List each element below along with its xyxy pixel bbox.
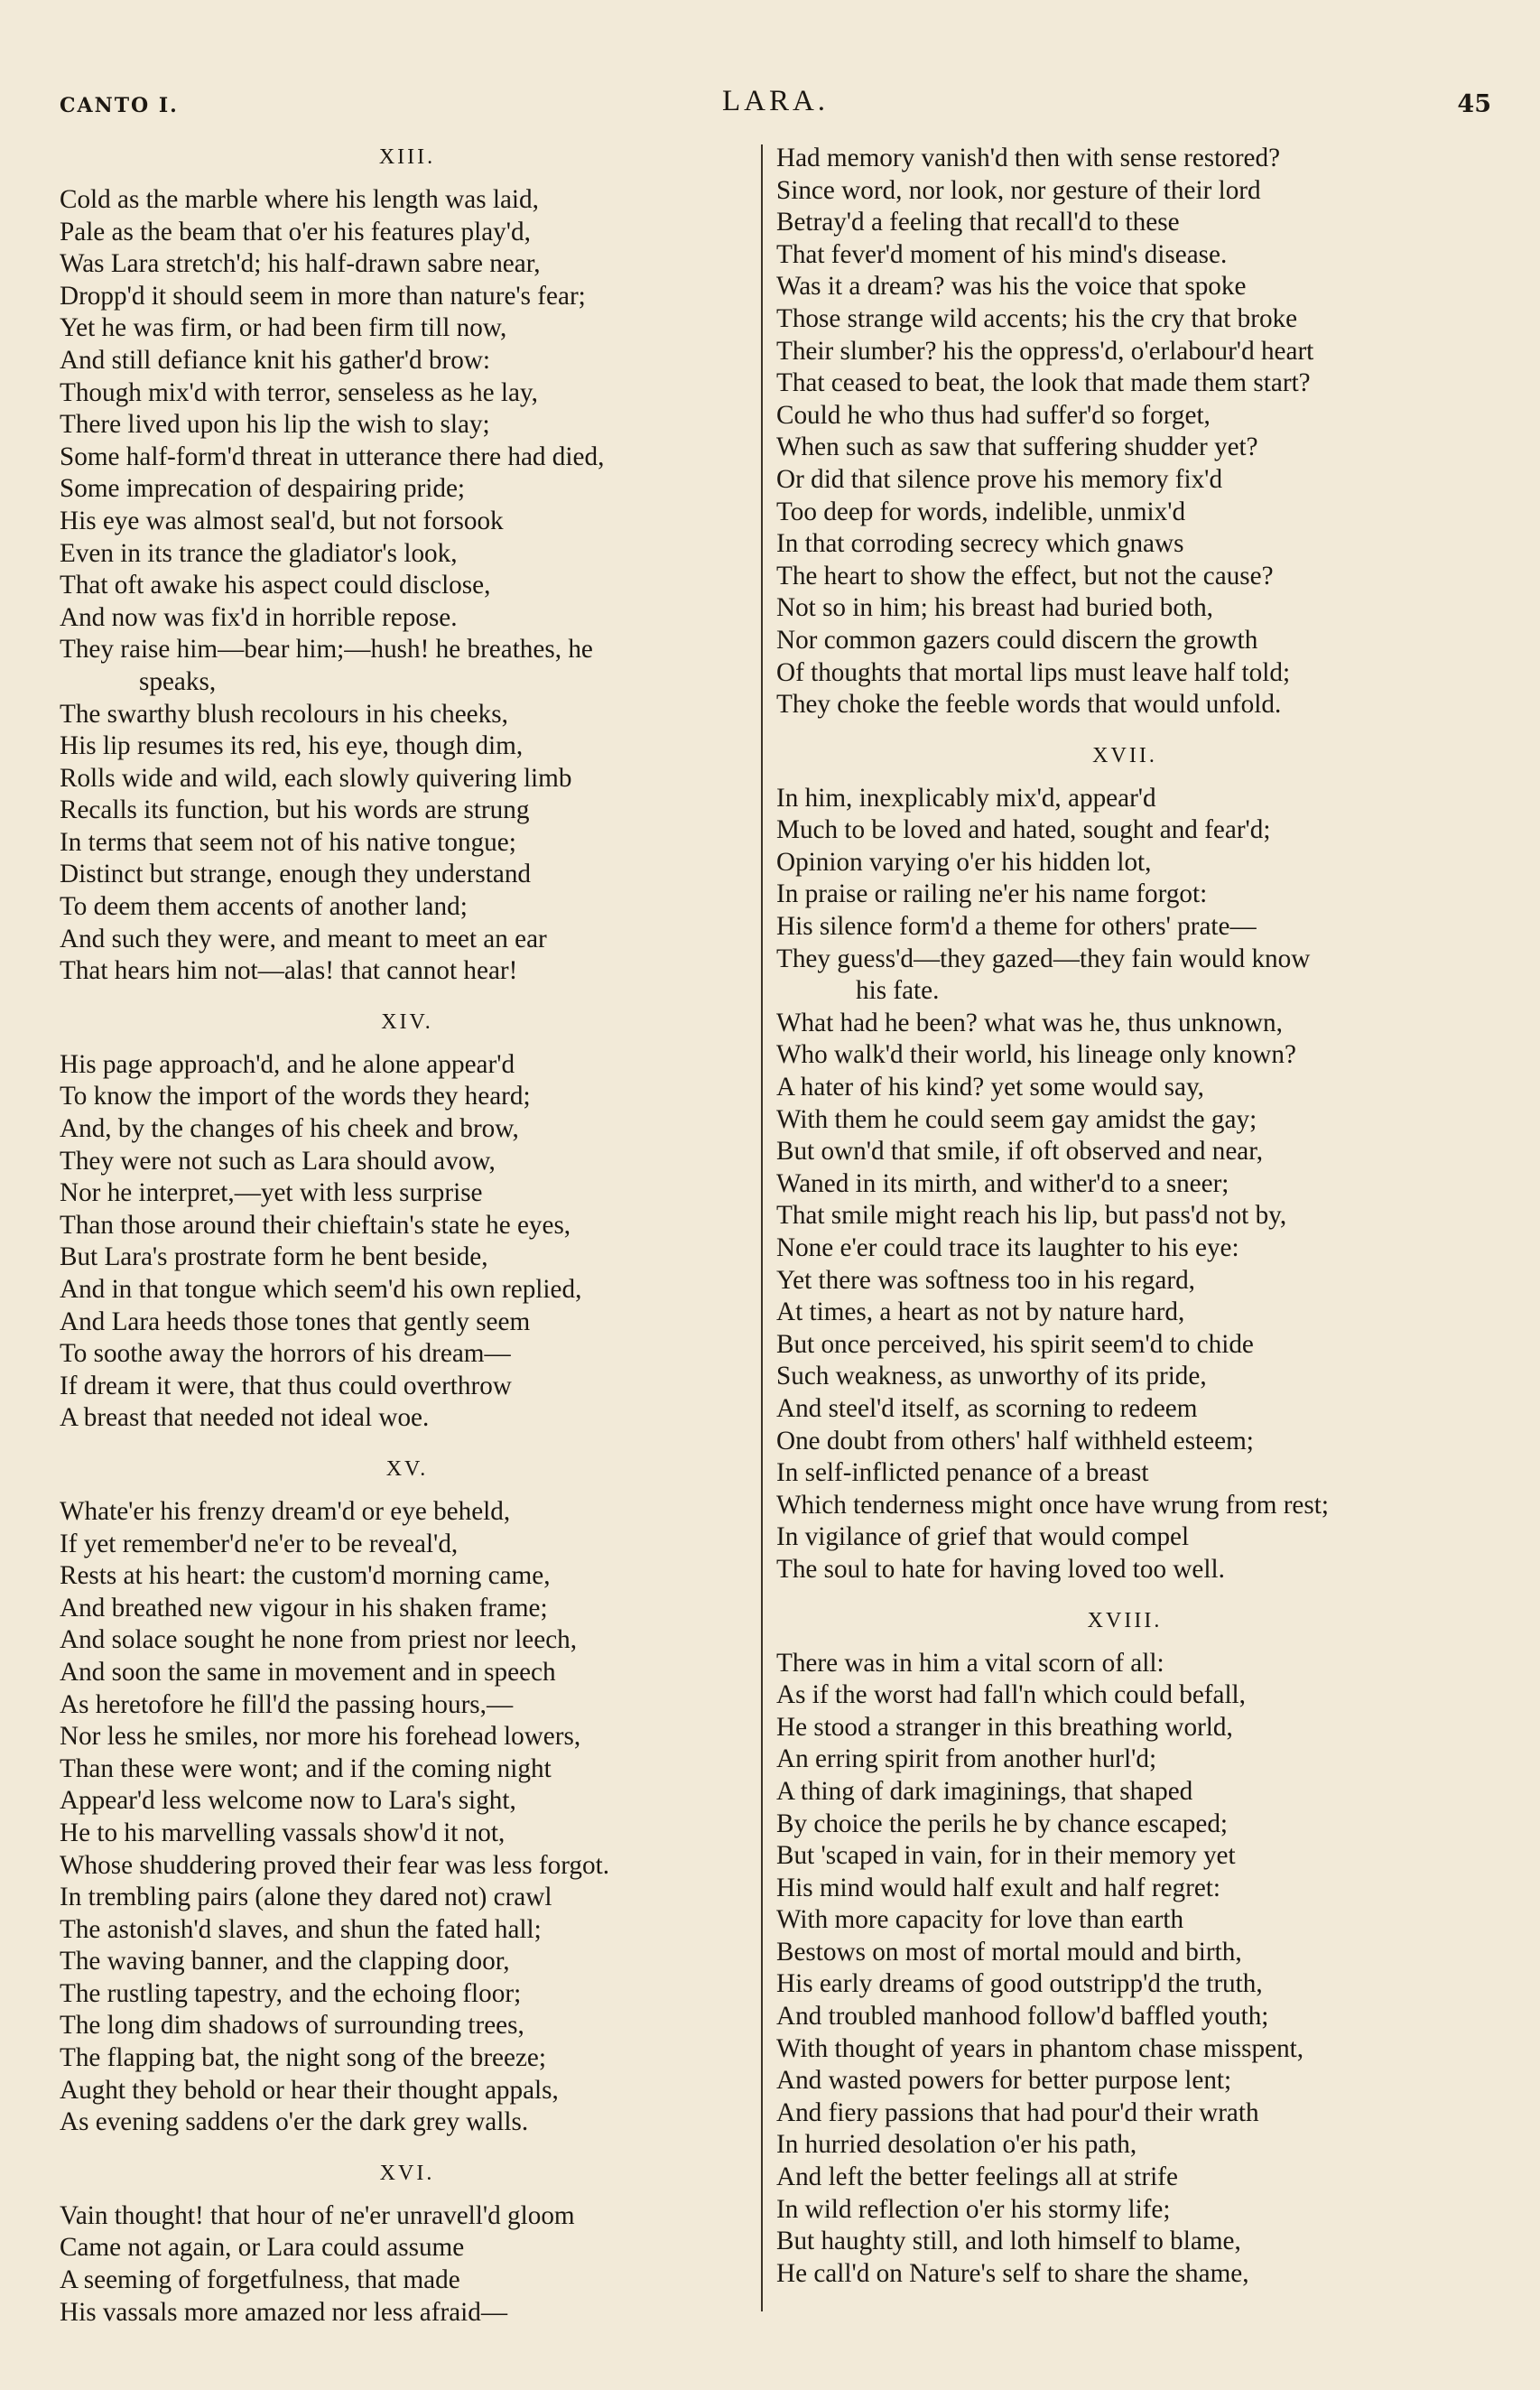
verse-line: And Lara heeds those tones that gently seem <box>60 1307 531 1336</box>
verse-line: That smile might reach his lip, but pass'd not by, <box>776 1201 1287 1231</box>
verse-line: The astonish'd slaves, and shun the fated hall; <box>60 1914 542 1944</box>
verse-line: Which tenderness might once have wrung from rest; <box>776 1490 1329 1520</box>
verse-line: In vigilance of grief that would compel <box>776 1522 1190 1552</box>
verse-line: The soul to hate for having loved too well. <box>776 1554 1225 1584</box>
section-number: XVIII. <box>1087 1608 1163 1632</box>
verse-line: His early dreams of good outstripp'd the truth, <box>776 1969 1263 1999</box>
verse-line: And soon the same in movement and in speech <box>60 1657 556 1687</box>
verse-line: His eye was almost seal'd, but not forsook <box>60 506 504 535</box>
verse-line: To deem them accents of another land; <box>60 892 468 922</box>
verse-line: Came not again, or Lara could assume <box>60 2233 465 2263</box>
verse-line: Nor he interpret,—yet with less surprise <box>60 1178 483 1208</box>
verse-line: Nor less he smiles, nor more his forehead lowers, <box>60 1722 581 1752</box>
verse-line: And wasted powers for better purpose lent; <box>776 2066 1232 2096</box>
verse-line: And fiery passions that had pour'd their wrath <box>776 2097 1259 2127</box>
verse-line: One doubt from others' half withheld esteem; <box>776 1426 1254 1455</box>
section-number: XVI. <box>379 2161 435 2185</box>
verse-line: Some half-form'd threat in utterance there had died, <box>60 442 605 471</box>
verse-line: Or did that silence prove his memory fix'd <box>776 464 1223 494</box>
verse-line: Such weakness, as unworthy of its pride, <box>776 1362 1207 1391</box>
verse-line: Opinion varying o'er his hidden lot, <box>776 847 1152 877</box>
canto-label: CANTO I. <box>60 94 179 117</box>
verse-line: In praise or railing ne'er his name forgot: <box>776 879 1208 909</box>
verse-line: In self-inflicted penance of a breast <box>776 1458 1149 1488</box>
verse-line: They were not such as Lara should avow, <box>60 1146 496 1176</box>
left-column <box>60 143 755 2329</box>
verse-line: In terms that seem not of his native tongue; <box>60 827 516 857</box>
verse-line: Even in its trance the gladiator's look, <box>60 538 458 568</box>
verse-line: His silence form'd a theme for others' prate— <box>776 912 1257 942</box>
verse-line: But haughty still, and loth himself to blame, <box>776 2227 1241 2256</box>
right-column <box>776 143 1473 2290</box>
verse-line: The rustling tapestry, and the echoing floor; <box>60 1978 522 2008</box>
section-number: XIV. <box>381 1009 433 1034</box>
verse-line: The swarthy blush recolours in his cheeks, <box>60 699 508 729</box>
verse-line: And in that tongue which seem'd his own replied, <box>60 1275 582 1304</box>
verse-line: With thought of years in phantom chase misspent, <box>776 2033 1304 2063</box>
verse-line: Yet there was softness too in his regard, <box>776 1265 1195 1295</box>
verse-line: What had he been? what was he, thus unknown, <box>776 1008 1283 1037</box>
verse-line: An erring spirit from another hurl'd; <box>776 1744 1157 1774</box>
verse-line: They raise him—bear him;—hush! he breathes, he <box>60 635 593 665</box>
verse-line: As heretofore he fill'd the passing hours,— <box>60 1689 514 1719</box>
verse-line: And solace sought he none from priest nor leech, <box>60 1625 578 1655</box>
verse-line: When such as saw that suffering shudder yet? <box>776 432 1258 462</box>
verse-line: He stood a stranger in this breathing world, <box>776 1712 1233 1742</box>
section-number: XVII. <box>1092 743 1157 767</box>
verse-line: And steel'd itself, as scorning to redeem <box>776 1393 1198 1423</box>
verse-line: The heart to show the effect, but not the cause? <box>776 561 1274 591</box>
verse-line: Bestows on most of mortal mould and birth, <box>776 1937 1242 1967</box>
verse-line: Who walk'd their world, his lineage only known? <box>776 1040 1296 1070</box>
verse-line: Yet he was firm, or had been firm till now, <box>60 313 507 343</box>
verse-line: Pale as the beam that o'er his features play'd, <box>60 217 531 246</box>
verse-line: He call'd on Nature's self to share the shame, <box>776 2258 1249 2288</box>
verse-line: Some imprecation of despairing pride; <box>60 474 466 504</box>
verse-line: And still defiance knit his gather'd brow: <box>60 345 491 375</box>
verse-line: But own'd that smile, if oft observed and near, <box>776 1137 1264 1167</box>
verse-line: And such they were, and meant to meet an ear <box>60 924 547 953</box>
verse-line: Those strange wild accents; his the cry that broke <box>776 303 1298 333</box>
verse-line: By choice the perils he by chance escaped; <box>776 1809 1229 1838</box>
verse-line: In him, inexplicably mix'd, appear'd <box>776 783 1156 813</box>
verse-line: In trembling pairs (alone they dared not) crawl <box>60 1883 552 1912</box>
verse-line: Aught they behold or hear their thought appals, <box>60 2075 559 2105</box>
verse-line: That oft awake his aspect could disclose, <box>60 571 491 600</box>
verse-line: Since word, nor look, nor gesture of their lord <box>776 175 1261 205</box>
verse-line: And now was fix'd in horrible repose. <box>60 602 458 632</box>
verse-line: With more capacity for love than earth <box>776 1905 1184 1935</box>
verse-line: And troubled manhood follow'd baffled youth; <box>776 2002 1269 2032</box>
verse-line: As evening saddens o'er the dark grey walls. <box>60 2107 529 2137</box>
verse-line: If dream it were, that thus could overthrow <box>60 1371 512 1400</box>
section-number: XIII. <box>378 145 436 169</box>
verse-line: In hurried desolation o'er his path, <box>776 2130 1137 2160</box>
verse-line: Betray'd a feeling that recall'd to these <box>776 208 1180 237</box>
verse-line: That hears him not—alas! that cannot hear! <box>60 956 518 986</box>
verse-line: Much to be loved and hated, sought and fear'd; <box>776 815 1271 845</box>
verse-line: To know the import of the words they heard; <box>60 1082 531 1111</box>
verse-line: Whose shuddering proved their fear was less forgot. <box>60 1850 609 1880</box>
verse-line: In wild reflection o'er his stormy life; <box>776 2194 1171 2224</box>
verse-line: At times, a heart as not by nature hard, <box>776 1297 1185 1327</box>
verse-line: In that corroding secrecy which gnaws <box>776 529 1184 559</box>
verse-line: Vain thought! that hour of ne'er unravell'd gloom <box>60 2200 575 2230</box>
verse-line: But 'scaped in vain, for in their memory yet <box>776 1841 1236 1871</box>
verse-line: And breathed new vigour in his shaken frame; <box>60 1593 548 1623</box>
verse-line: Distinct but strange, enough they understand <box>60 860 532 889</box>
page-header <box>56 83 1495 128</box>
verse-line: speaks, <box>139 666 217 696</box>
verse-line: Their slumber? his the oppress'd, o'erlabour'd heart <box>776 336 1314 366</box>
verse-line: There lived upon his lip the wish to slay; <box>60 410 490 440</box>
verse-line: Too deep for words, indelible, unmix'd <box>776 497 1186 526</box>
verse-line: And left the better feelings all at strife <box>776 2162 1178 2192</box>
verse-line: There was in him a vital scorn of all: <box>776 1648 1164 1678</box>
verse-line: Was Lara stretch'd; his half-drawn sabre near, <box>60 249 541 279</box>
verse-line: his fate. <box>856 976 940 1006</box>
verse-line: Of thoughts that mortal lips must leave half told; <box>776 657 1291 687</box>
verse-line: That ceased to beat, the look that made them start? <box>776 368 1311 398</box>
verse-line: Was it a dream? was his the voice that spoke <box>776 272 1247 302</box>
verse-line: Had memory vanish'd then with sense restored? <box>776 144 1281 172</box>
verse-line: Than these were wont; and if the coming night <box>60 1753 552 1783</box>
verse-line: Whate'er his frenzy dream'd or eye beheld, <box>60 1496 511 1526</box>
verse-line: Rolls wide and wild, each slowly quivering limb <box>60 763 572 793</box>
verse-line: The long dim shadows of surrounding trees, <box>60 2011 524 2041</box>
verse-line: Waned in its mirth, and wither'd to a sneer; <box>776 1168 1229 1198</box>
verse-line: If yet remember'd ne'er to be reveal'd, <box>60 1529 459 1558</box>
page-number: 45 <box>1457 90 1491 118</box>
verse-line: And, by the changes of his cheek and brow, <box>60 1114 519 1144</box>
verse-line: Than those around their chieftain's state he eyes, <box>60 1210 571 1240</box>
verse-line: They choke the feeble words that would unfold. <box>776 690 1282 720</box>
verse-line: Could he who thus had suffer'd so forget, <box>776 400 1211 430</box>
verse-line: With them he could seem gay amidst the gay; <box>776 1104 1257 1134</box>
verse-line: That fever'd moment of his mind's disease. <box>776 239 1228 269</box>
verse-line: Cold as the marble where his length was laid, <box>60 185 539 214</box>
verse-line: Rests at his heart: the custom'd morning came, <box>60 1561 551 1591</box>
verse-line: Appear'd less welcome now to Lara's sight, <box>60 1786 516 1816</box>
verse-line: But once perceived, his spirit seem'd to chide <box>776 1329 1254 1359</box>
verse-line: A hater of his kind? yet some would say, <box>776 1073 1204 1102</box>
verse-line: To soothe away the horrors of his dream— <box>60 1339 511 1369</box>
verse-line: His page approach'd, and he alone appear'd <box>60 1049 515 1079</box>
verse-line: Nor common gazers could discern the growth <box>776 625 1258 655</box>
column-divider <box>761 144 763 2311</box>
verse-line: He to his marvelling vassals show'd it not, <box>60 1818 506 1847</box>
verse-line: Though mix'd with terror, senseless as he lay, <box>60 377 538 407</box>
verse-line: Recalls its function, but his words are strung <box>60 795 530 825</box>
verse-line: His vassals more amazed nor less afraid— <box>60 2297 508 2327</box>
verse-line: They guess'd—they gazed—they fain would know <box>776 944 1311 973</box>
verse-line: Dropp'd it should seem in more than nature's fear; <box>60 281 586 311</box>
verse-line: His lip resumes its red, his eye, though dim, <box>60 731 524 761</box>
section-number: XV. <box>385 1456 429 1481</box>
verse-line: The waving banner, and the clapping door, <box>60 1947 510 1976</box>
verse-line: But Lara's prostrate form he bent beside, <box>60 1242 488 1272</box>
verse-line: A seeming of forgetfulness, that made <box>60 2265 460 2295</box>
verse-line: As if the worst had fall'n which could befall, <box>776 1680 1246 1710</box>
verse-line: The flapping bat, the night song of the breeze; <box>60 2043 546 2073</box>
verse-line: A breast that needed not ideal woe. <box>60 1403 430 1433</box>
verse-line: A thing of dark imaginings, that shaped <box>776 1776 1193 1806</box>
running-title: LARA. <box>721 85 830 117</box>
verse-line: None e'er could trace its laughter to his eye: <box>776 1233 1239 1262</box>
verse-line: His mind would half exult and half regret: <box>776 1873 1221 1902</box>
verse-line: Not so in him; his breast had buried both, <box>776 593 1213 623</box>
